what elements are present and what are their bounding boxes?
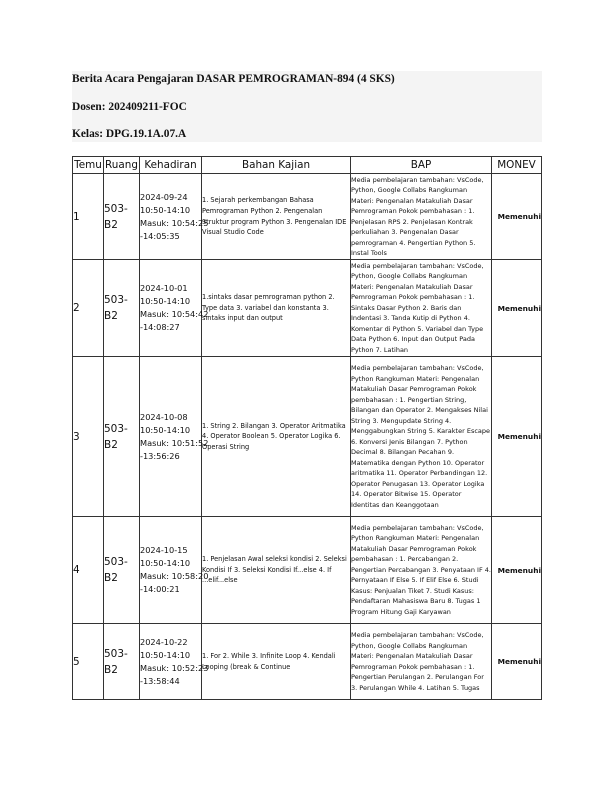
attendance-cell [140, 174, 209, 260]
room-line: 503- [104, 294, 128, 306]
attendance-cell [140, 624, 209, 700]
bap-cell: Media pembelajaran tambahan: VsCode, Python Rangkuman Materi: Pengenalan Matakuliah Dasar Pemrograman Pokok pembahasan : 1. Pengertian String, Bilangan dan Operator 2. Mengakses Nilai String 3. Mengupdate String 4. Menggabungkan String 5. Karakter Escape 6. Konversi Jenis Bilangan 7. Python Decimal 8. Bilangan Pecahan 9. Matematika dengan Python 10. Operator aritmatika 11. Operator Perbandingan 12. Operator Penugasan 13. Operator Logika 14. Operator Bitwise 15. Operator Identitas dan Keanggotaan [351, 357, 492, 517]
column-header-room: Ruang [104, 157, 140, 174]
attendance-checkout: -13:58:44 [140, 675, 180, 686]
monev-status: Memenuhi [492, 260, 542, 357]
table-header-row [73, 157, 542, 174]
room-line: B2 [104, 572, 118, 584]
bap-cell: Media pembelajaran tambahan: VsCode, Python, Google Collabs Rangkuman Materi: Pengenalan Matakuliah Dasar Pemrograman Pokok pembahasan : 1. Penjelasan RPS 2. Penjelasan Kontrak perkuliahan 3. Pengenalan Dasar pemrograman 4. Pengertian Python 5. Instal Tools [351, 174, 492, 260]
attendance-checkout: -14:00:21 [140, 584, 180, 594]
meeting-number: 4 [73, 517, 104, 624]
teaching-record-table [72, 156, 542, 700]
attendance-checkin: Masuk: 10:54:25 [140, 217, 209, 228]
attendance-schedule: 10:50-14:10 [140, 204, 191, 215]
document-title: Berita Acara Pengajaran DASAR PEMROGRAMAN-894 (4 SKS) [72, 73, 395, 85]
room-line: 503- [104, 556, 128, 568]
room-line: 503- [104, 647, 128, 660]
column-header-meeting: Temu [73, 157, 104, 174]
class-line: Kelas: DPG.19.1A.07.A [72, 128, 187, 140]
attendance-schedule: 10:50-14:10 [140, 424, 191, 435]
room-cell [104, 357, 140, 517]
room-line: B2 [104, 438, 118, 451]
attendance-checkin: Masuk: 10:58:20 [140, 571, 209, 581]
attendance-schedule: 10:50-14:10 [140, 558, 191, 568]
monev-status: Memenuhi [492, 174, 542, 260]
topic-cell: 1. Sejarah perkembangan Bahasa Pemrograman Python 2. Pengenalan Struktur program Python 3. Pengenalan IDE Visual Studio Code [202, 174, 351, 260]
attendance-cell [140, 357, 209, 517]
topic-cell: 1. String 2. Bilangan 3. Operator Aritmatika 4. Operator Boolean 5. Operator Logika 6. Operasi String [202, 357, 351, 517]
column-header-bap: BAP [351, 157, 492, 174]
room-line: B2 [104, 663, 118, 676]
meeting-number: 1 [73, 174, 104, 260]
meeting-number: 3 [73, 357, 104, 517]
attendance-cell [140, 517, 209, 624]
attendance-date: 2024-10-08 [140, 411, 188, 422]
table-row [73, 174, 542, 260]
meeting-number: 2 [73, 260, 104, 357]
monev-status: Memenuhi [492, 357, 542, 517]
attendance-checkin: Masuk: 10:54:42 [140, 309, 209, 319]
room-cell [104, 174, 140, 260]
table-row [73, 357, 542, 517]
topic-cell: 1. For 2. While 3. Infinite Loop 4. Kendali Looping (break & Continue [202, 624, 351, 700]
column-header-monev: MONEV [492, 157, 542, 174]
attendance-checkin: Masuk: 10:51:52 [140, 437, 209, 448]
room-cell [104, 517, 140, 624]
meeting-number: 5 [73, 624, 104, 700]
column-header-attendance: Kehadiran [140, 157, 202, 174]
attendance-schedule: 10:50-14:10 [140, 649, 191, 660]
attendance-date: 2024-09-24 [140, 191, 188, 202]
room-cell [104, 260, 140, 357]
monev-status: Memenuhi [492, 624, 542, 700]
table-row [73, 624, 542, 700]
attendance-checkout: -14:08:27 [140, 322, 180, 332]
table-row [73, 260, 542, 357]
attendance-date: 2024-10-15 [140, 545, 188, 555]
room-line: 503- [104, 202, 128, 215]
room-line: B2 [104, 310, 118, 322]
room-cell [104, 624, 140, 700]
lecturer-line: Dosen: 202409211-FOC [72, 101, 187, 113]
attendance-schedule: 10:50-14:10 [140, 296, 191, 306]
room-line: 503- [104, 422, 128, 435]
attendance-checkin: Masuk: 10:52:23 [140, 662, 209, 673]
room-line: B2 [104, 218, 118, 231]
attendance-checkout: -13:56:26 [140, 450, 180, 461]
attendance-date: 2024-10-01 [140, 283, 188, 293]
bap-cell: Media pembelajaran tambahan: VsCode, Python, Google Collabs Rangkuman Materi: Pengenalan Matakuliah Dasar Pemrograman Pokok pembahasan : 1. Sintaks Dasar Python 2. Baris dan Indentasi 3. Tanda Kutip di Python 4. Komentar di Python 5. Variabel dan Type Data Python 6. Input dan Output Pada Python 7. Latihan [351, 260, 492, 357]
bap-cell: Media pembelajaran tambahan: VsCode, Python Rangkuman Materi: Pengenalan Matakuliah Dasar Pemrograman Pokok pembahasan : 1. Percabangan 2. Pengertian Percabangan 3. Penyataan IF 4. Pernyataan If Else 5. If Elif Else 6. Studi Kasus: Penjualan Tiket 7. Studi Kasus: Pendaftaran Mahasiswa Baru 8. Tugas 1 Program Hitung Gaji Karyawan [351, 517, 492, 624]
topic-cell: 1.sintaks dasar pemrograman python 2. Type data 3. variabel dan konstanta 3. sintaks input dan output [202, 260, 351, 357]
attendance-cell [140, 260, 209, 357]
attendance-date: 2024-10-22 [140, 636, 188, 647]
monev-status: Memenuhi [492, 517, 542, 624]
topic-cell: 1. Penjelasan Awal seleksi kondisi 2. Seleksi Kondisi If 3. Seleksi Kondisi If...else 4. If ...elif...else [202, 517, 351, 624]
column-header-topic: Bahan Kajian [202, 157, 351, 174]
bap-cell: Media pembelajaran tambahan: VsCode, Python, Google Collabs Rangkuman Materi: Pengenalan Matakuliah Dasar Pemrograman Pokok pembahasan : 1. Pengertian Perulangan 2. Perulangan For 3. Perulangan While 4. Latihan 5. Tugas [351, 624, 492, 700]
table-row [73, 517, 542, 624]
attendance-checkout: -14:05:35 [140, 230, 180, 241]
header-block [72, 71, 542, 142]
